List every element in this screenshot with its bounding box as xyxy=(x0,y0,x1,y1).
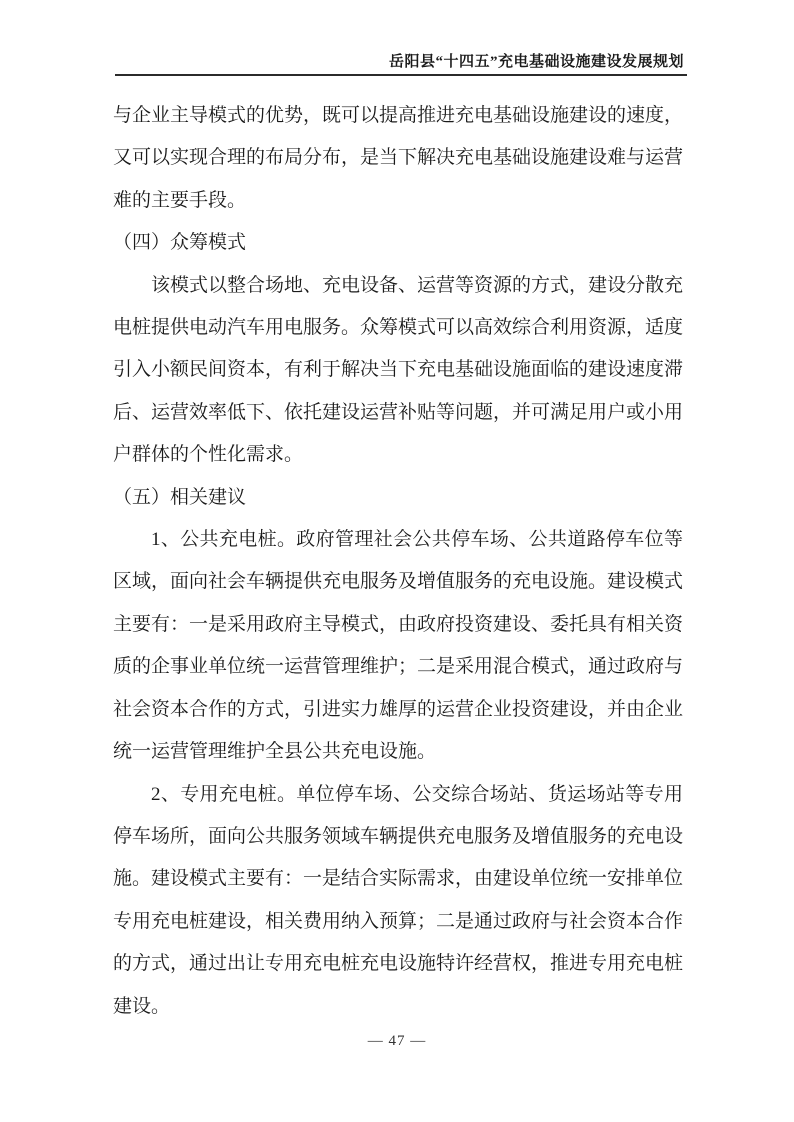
section-heading-5: （五）相关建议 xyxy=(113,486,247,508)
section-heading-4: （四）众筹模式 xyxy=(113,232,247,254)
paragraph: 2、专用充电桩。单位停车场、公交综合场站、货运场站等专用停车场所，面向公共服务领域车辆提供充电服务及增值服务的充电设施。建设模式主要有：一是结合实际需求，由建设单位统一安排单位专用充电桩建设，相关费用纳入预算；二是通过政府与社会资本合作的方式，通过出让专用充电桩充电设施特许经营权，推进专用充电桩建设。 xyxy=(113,783,684,1017)
document-body xyxy=(113,95,683,1028)
paragraph: 该模式以整合场地、充电设备、运营等资源的方式，建设分散充电桩提供电动汽车用电服务。众筹模式可以高效综合利用资源，适度引入小额民间资本，有利于解决当下充电基础设施面临的建设速度滞后、运营效率低下、依托建设运营补贴等问题，并可满足用户或小用户群体的个性化需求。 xyxy=(113,274,684,466)
page-number: — 47 — xyxy=(367,1033,427,1049)
header-title: 岳阳县“十四五”充电基础设施建设发展规划 xyxy=(388,54,684,70)
header-rule xyxy=(115,74,687,76)
paragraph-continuation: 与企业主导模式的优势，既可以提高推进充电基础设施建设的速度，又可以实现合理的布局分布，是当下解决充电基础设施建设难与运营难的主要手段。 xyxy=(113,105,684,211)
paragraph: 1、公共充电桩。政府管理社会公共停车场、公共道路停车位等区域，面向社会车辆提供充电服务及增值服务的充电设施。建设模式主要有：一是采用政府主导模式，由政府投资建设、委托具有相关资质的企事业单位统一运营管理维护；二是采用混合模式，通过政府与社会资本合作的方式，引进实力雄厚的运营企业投资建设，并由企业统一运营管理维护全县公共充电设施。 xyxy=(113,529,684,763)
page-footer xyxy=(0,1033,794,1050)
